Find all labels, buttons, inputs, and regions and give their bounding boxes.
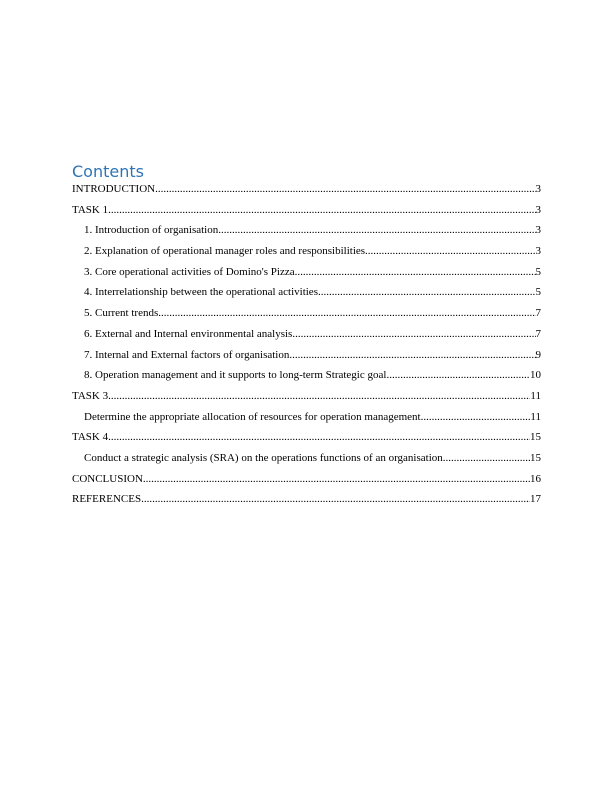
toc-dot-leader [289,348,535,362]
toc-dot-leader [143,472,530,486]
toc-entry-task-4[interactable] [72,430,541,451]
toc-page-number: 5 [535,265,541,278]
toc-entry-manager-roles[interactable] [72,244,541,265]
toc-entry-title: 3. Core operational activities of Domino's Pizza [84,265,295,278]
toc-dot-leader [295,265,536,279]
toc-page-number: 7 [535,307,541,320]
toc-entry-references[interactable] [72,492,541,513]
toc-entry-introduction[interactable] [72,182,541,203]
toc-entry-internal-external-factors[interactable] [72,348,541,369]
toc-entry-title: TASK 3 [72,389,109,402]
toc-entry-environmental-analysis[interactable] [72,327,541,348]
toc-entry-title: REFERENCES [72,493,142,506]
toc-page-number: 16 [530,472,541,485]
toc-dot-leader [108,203,535,217]
toc-entry-strategic-analysis[interactable] [72,451,541,472]
toc-entry-title: CONCLUSION [72,472,143,485]
toc-dot-leader [318,285,536,299]
toc-entry-title: 8. Operation management and it supports to long-term Strategic goal [84,369,387,382]
toc-entry-title: 6. External and Internal environmental analysis [84,327,293,340]
toc-page-number: 3 [535,203,541,216]
toc-dot-leader [108,389,530,403]
toc-dot-leader [141,492,530,506]
toc-page-number: 15 [530,431,541,444]
toc-page-number: 3 [535,183,541,195]
toc-page-number: 9 [535,348,541,361]
toc-entry-title: TASK 1 [72,203,109,216]
toc-dot-leader [443,451,530,465]
toc-entry-allocation-of-resources[interactable] [72,410,541,431]
toc-dot-leader [218,223,535,237]
toc-entry-current-trends[interactable] [72,306,541,327]
toc-entry-title: 7. Internal and External factors of organisation [84,348,290,361]
toc-entry-title: TASK 4 [72,431,109,444]
toc-entry-title: Conduct a strategic analysis (SRA) on the operations functions of an organisation [84,451,443,464]
toc-dot-leader [155,182,535,196]
toc-page-number: 3 [535,245,541,258]
toc-entry-core-activities[interactable] [72,265,541,286]
toc-entry-title: Determine the appropriate allocation of resources for operation management [84,410,421,423]
toc-page-number: 10 [530,369,541,382]
toc-entry-title: INTRODUCTION [72,183,156,195]
toc-page-number: 7 [535,327,541,340]
toc-entry-interrelationship[interactable] [72,285,541,306]
table-of-contents [72,182,541,513]
toc-entry-conclusion[interactable] [72,472,541,493]
toc-dot-leader [421,410,531,424]
toc-entry-title: 4. Interrelationship between the operational activities [84,286,318,299]
toc-page-number: 11 [530,410,541,423]
toc-entry-title: 5. Current trends [84,307,159,320]
toc-page-number: 15 [530,451,541,464]
toc-dot-leader [108,430,530,444]
toc-entry-task-3[interactable] [72,389,541,410]
toc-dot-leader [292,327,535,341]
toc-entry-task-1[interactable] [72,203,541,224]
toc-dot-leader [158,306,535,320]
toc-entry-title: 2. Explanation of operational manager roles and responsibilities [84,245,366,258]
toc-entry-introduction-of-organisation[interactable] [72,223,541,244]
toc-dot-leader [386,368,530,382]
toc-heading: Contents [72,162,144,181]
toc-page-number: 5 [535,286,541,299]
toc-page-number: 17 [530,493,541,506]
toc-entry-strategic-goal[interactable] [72,368,541,389]
toc-page-number: 11 [530,389,541,402]
toc-page-number: 3 [535,224,541,237]
toc-dot-leader [365,244,535,258]
toc-entry-title: 1. Introduction of organisation [84,224,219,237]
